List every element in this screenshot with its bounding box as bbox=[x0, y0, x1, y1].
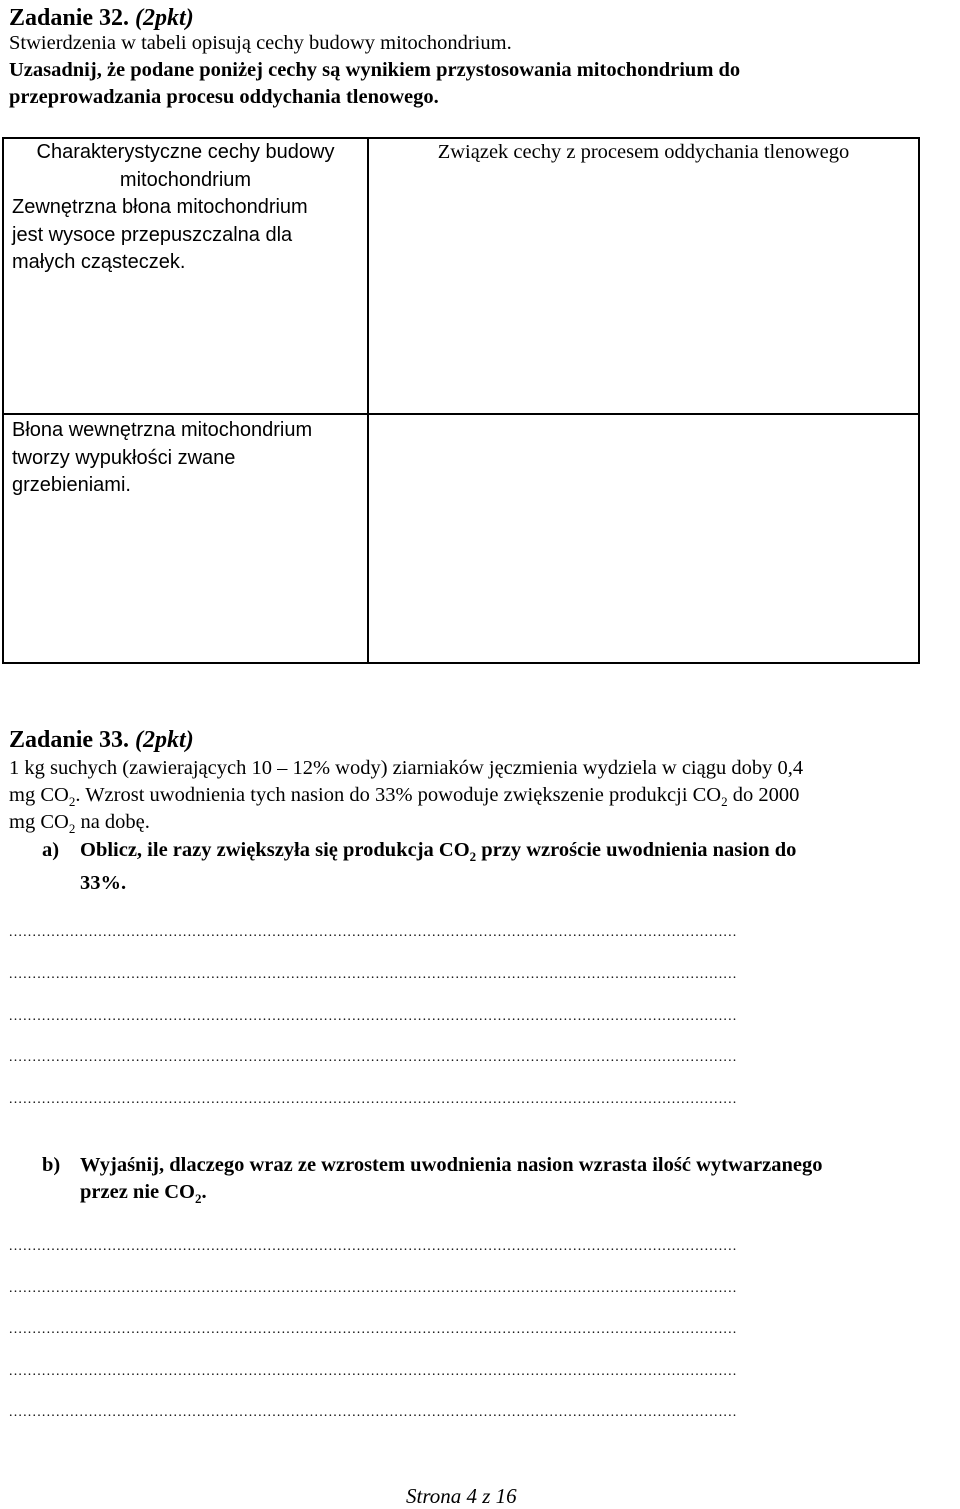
feature-1-line-1: Zewnętrzna błona mitochondrium bbox=[12, 196, 308, 218]
answer-line[interactable]: ........................................................................................................................................................... bbox=[9, 1365, 738, 1379]
answer-cell-1[interactable] bbox=[368, 138, 919, 414]
task-33-title bbox=[9, 726, 194, 754]
feature-cell-2 bbox=[3, 414, 368, 663]
feature-2-line-1: Błona wewnętrzna mitochondrium bbox=[12, 419, 313, 441]
task-33-line-3: mg $CO_2$ na dobę. bbox=[9, 811, 150, 837]
task-32-instruction-line-1: Uzasadnij, że podane poniżej cechy są wynikiem przystosowania mitochondrium do bbox=[9, 59, 741, 81]
answer-line[interactable]: ........................................................................................................................................................... bbox=[9, 1051, 738, 1065]
task-33-points: (2pkt) bbox=[135, 727, 194, 753]
table-row bbox=[3, 138, 919, 414]
answer-line[interactable]: ........................................................................................................................................................... bbox=[9, 926, 738, 940]
features-table bbox=[2, 137, 920, 664]
task-33-line-1: 1 kg suchych (zawierających 10 – 12% wody) ziarniaków jęczmienia wydziela w ciągu doby 0,4 bbox=[9, 757, 804, 779]
question-b bbox=[42, 1152, 822, 1212]
feature-2-line-2: tworzy wypukłości zwane bbox=[12, 446, 236, 469]
question-a-line-1: a) Oblicz, ile razy zwiększyła się produkcja $CO_2$ przy wzroście uwodnienia nasion do bbox=[42, 839, 797, 865]
answer-line[interactable]: ........................................................................................................................................................... bbox=[9, 1093, 738, 1107]
page-number: Strona 4 z 16 bbox=[406, 1484, 517, 1508]
task-32-instruction-line-2: przeprowadzania procesu oddychania tlenowego. bbox=[9, 86, 439, 108]
question-b-line-2: przez nie $CO_2$. bbox=[80, 1181, 207, 1207]
task-33-number: Zadanie 33. bbox=[9, 727, 130, 753]
question-a bbox=[42, 837, 796, 897]
task-32-number: Zadanie 32. bbox=[9, 5, 130, 31]
answer-line[interactable]: ........................................................................................................................................................... bbox=[9, 1282, 738, 1296]
header-left-line-2: mitochondrium bbox=[119, 168, 252, 191]
question-b-line-1: b) Wyjaśnij, dlaczego wraz ze wzrostem uwodnienia nasion wzrasta ilość wytwarzanego bbox=[42, 1152, 822, 1179]
feature-1-line-2: jest wysoce przepuszczalna dla bbox=[12, 223, 293, 246]
question-a-label: a) bbox=[42, 839, 60, 861]
answer-cell-2[interactable] bbox=[368, 414, 919, 663]
feature-1-line-3: małych cząsteczek. bbox=[12, 251, 186, 273]
question-a-line-2: 33%. bbox=[80, 872, 127, 895]
answer-line[interactable]: ........................................................................................................................................................... bbox=[9, 1406, 738, 1420]
task-32-title bbox=[9, 4, 194, 32]
header-left-line-1: Charakterystyczne cechy budowy bbox=[36, 141, 335, 163]
feature-2-line-3: grzebieniami. bbox=[12, 474, 131, 496]
table-row bbox=[3, 414, 919, 663]
answer-line[interactable]: ........................................................................................................................................................... bbox=[9, 1010, 738, 1024]
answer-line[interactable]: ........................................................................................................................................................... bbox=[9, 1240, 738, 1254]
header-right: Związek cechy z procesem oddychania tlenowego bbox=[437, 141, 850, 163]
question-b-label: b) bbox=[42, 1154, 61, 1176]
answer-line[interactable]: ........................................................................................................................................................... bbox=[9, 1323, 738, 1337]
task-33-line-2: mg $CO_2$. Wzrost uwodnienia tych nasion do 33% powoduje zwiększenie produkcji $CO_2$ do 2000 bbox=[9, 784, 800, 810]
task-32-intro-line-1: Stwierdzenia w tabeli opisują cechy budowy mitochondrium. bbox=[9, 32, 512, 54]
task-32-points: (2pkt) bbox=[135, 5, 194, 31]
answer-line[interactable]: ........................................................................................................................................................... bbox=[9, 968, 738, 982]
header-left bbox=[12, 139, 359, 194]
feature-cell-1 bbox=[3, 138, 368, 414]
